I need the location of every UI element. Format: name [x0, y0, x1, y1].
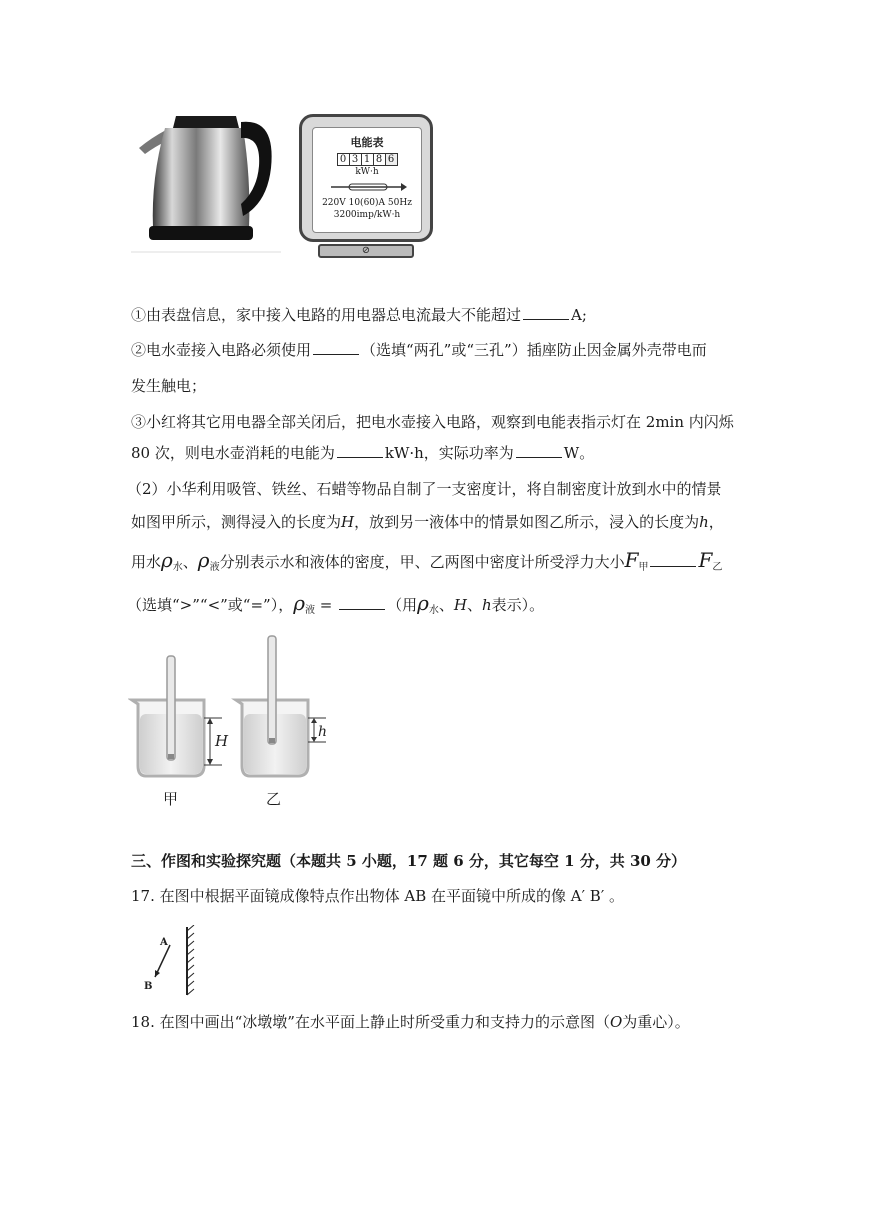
meter-unit: kW·h: [355, 167, 379, 177]
q16-item3-text-c: kW·h，实际功率为: [384, 444, 514, 462]
separator: 、: [466, 596, 482, 614]
q16-part2-line2: [131, 512, 724, 532]
electric-kettle-image: [131, 108, 281, 254]
q18-text-b: 为重心）。: [622, 1013, 690, 1031]
meter-digit: 8: [374, 153, 386, 166]
meter-imp: 3200imp/kW·h: [333, 210, 401, 220]
symbol-h: h: [482, 596, 492, 614]
symbol-F: F: [698, 548, 713, 572]
mirror-label-A: A: [160, 937, 168, 948]
separator: 、: [438, 596, 454, 614]
q16-item2: [131, 340, 707, 360]
meter-base: [318, 244, 414, 258]
meter-digit: 3: [350, 153, 362, 166]
subscript-jia: 甲: [638, 562, 649, 573]
meter-digit: 0: [337, 153, 350, 166]
equals-sign: =: [314, 596, 338, 614]
mark-h: h: [318, 724, 328, 740]
q16-part2-line3: [131, 550, 722, 578]
beaker-jia: [132, 656, 229, 776]
q16-part2-text: 用水: [131, 553, 162, 571]
q16-part2-text: ，放到另一液体中的情景如图乙所示，浸入的长度为: [354, 513, 700, 531]
meter-digits: [313, 153, 421, 166]
symbol-h: h: [699, 513, 709, 531]
section3-heading: 三、作图和实验探究题（本题共 5 小题，17 题 6 分，其它每空 1 分，共 30 分）: [131, 852, 687, 870]
symbol-rho: ρ: [197, 548, 210, 572]
beaker-yi: [236, 636, 327, 776]
answer-blank[interactable]: [516, 443, 562, 458]
symbol-H: H: [453, 596, 467, 614]
mirror-label-B: B: [144, 981, 153, 992]
symbol-F: F: [624, 548, 639, 572]
meter-digit: 6: [386, 153, 398, 166]
q16-item3-text-b: 80 次，则电水壶消耗的电能为: [131, 444, 335, 462]
answer-blank[interactable]: [650, 552, 696, 567]
mark-H: H: [215, 732, 229, 750]
q16-part2-text: 如图甲所示，测得浸入的长度为: [131, 513, 342, 531]
q16-item2-text-b: （选填“两孔”或“三孔”）插座防止因金属外壳带电而: [361, 341, 707, 359]
symbol-O: O: [609, 1013, 623, 1031]
q16-item3-text-d: W。: [563, 444, 595, 462]
density-meter-beakers-figure: [128, 634, 348, 782]
meter-base-slot-icon: ⊘: [361, 245, 371, 256]
answer-blank[interactable]: [523, 305, 569, 320]
q16-item3: ③小红将其它用电器全部关闭后，把电水壶接入电路，观察到电能表指示灯在 2min 内闪烁: [131, 413, 734, 431]
q16-item1-unit: A;: [571, 306, 587, 324]
q16-part2-text: 表示）。: [491, 596, 545, 614]
subscript-water: 水: [428, 605, 439, 616]
q16-item3-cont: [131, 443, 594, 463]
figure-label-jia: 甲: [163, 790, 179, 808]
q17-text: 17. 在图中根据平面镜成像特点作出物体 AB 在平面镜中所成的像 A′ B′ 。: [131, 887, 624, 905]
symbol-H: H: [341, 513, 355, 531]
figure-label-yi: 乙: [266, 790, 282, 808]
answer-blank[interactable]: [313, 340, 359, 355]
q16-part2-text: （用: [387, 596, 418, 614]
q16-part2-line1: （2）小华利用吸管、铁丝、石蜡等物品自制了一支密度计，将自制密度计放到水中的情景: [127, 480, 722, 498]
q16-part2-text: （选填“>”“<”或“=”），: [127, 596, 294, 614]
energy-meter: [299, 114, 433, 242]
answer-blank[interactable]: [339, 595, 385, 610]
meter-title: 电能表: [350, 136, 384, 149]
meter-digit: 1: [362, 153, 374, 166]
q16-item1: [131, 305, 587, 325]
plane-mirror-figure: [140, 925, 204, 997]
meter-spec: 220V 10(60)A 50Hz: [322, 198, 412, 208]
meter-disc-arrow-icon: [327, 181, 407, 193]
symbol-rho: ρ: [161, 548, 173, 572]
answer-blank[interactable]: [337, 443, 383, 458]
q18-text-a: 18. 在图中画出“冰墩墩”在水平面上静止时所受重力和支持力的示意图（: [131, 1013, 610, 1031]
meter-face: [312, 127, 422, 233]
subscript-yi: 乙: [712, 562, 723, 573]
subscript-water: 水: [172, 562, 183, 573]
q16-item1-text: ①由表盘信息，家中接入电路的用电器总电流最大不能超过: [131, 306, 522, 324]
q16-part2-text: ，: [708, 513, 724, 531]
q16-item2-cont: 发生触电；: [131, 377, 207, 395]
q16-item2-text: ②电水壶接入电路必须使用: [131, 341, 312, 359]
symbol-rho: ρ: [417, 591, 429, 615]
q18-text: [131, 1012, 690, 1032]
q16-part2-text: 分别表示水和液体的密度，甲、乙两图中密度计所受浮力大小: [219, 553, 625, 571]
symbol-rho: ρ: [293, 591, 305, 615]
subscript-liquid: 液: [304, 605, 315, 616]
q16-part2-line4: [127, 593, 544, 621]
subscript-liquid: 液: [209, 562, 220, 573]
separator: 、: [182, 553, 198, 571]
